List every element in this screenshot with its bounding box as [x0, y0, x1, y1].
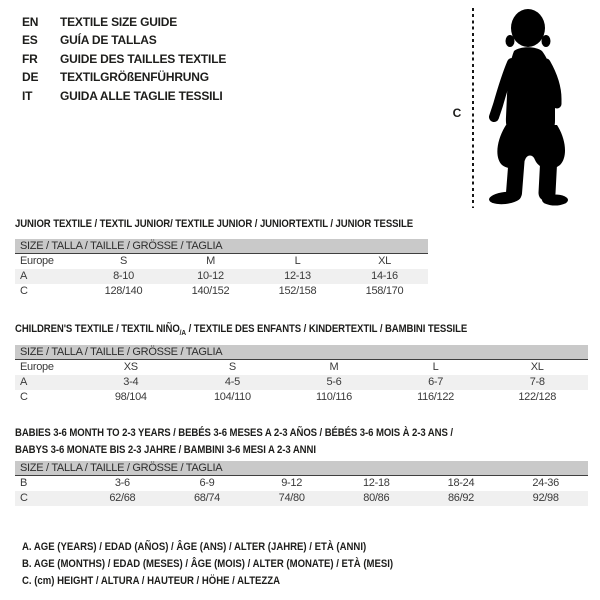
- table-title-junior: [15, 216, 413, 233]
- size-cell: 24-36: [532, 477, 559, 489]
- row-label: C: [20, 492, 28, 504]
- toddler-silhouette-icon: [484, 5, 594, 207]
- language-title: TEXTILGRÖßENFÜHRUNG: [60, 70, 209, 85]
- language-row: [22, 87, 226, 105]
- size-cell: 74/80: [278, 492, 305, 504]
- table-row: [15, 375, 588, 390]
- size-cell: 68/74: [193, 492, 220, 504]
- table-title-text: BABYS 3-6 MONATE BIS 2-3 JAHRE / BAMBINI 3-6 MESI A 2-3 ANNI: [15, 444, 316, 456]
- table-title-children: [15, 321, 467, 341]
- size-cell: 110/116: [315, 391, 352, 403]
- table-row: [15, 284, 428, 299]
- table-title-text: /A: [179, 328, 187, 338]
- size-cell: 6-7: [428, 376, 444, 388]
- footnote-line: A. AGE (YEARS) / EDAD (AÑOS) / ÂGE (ANS) / ALTER (JAHRE) / ETÀ (ANNI): [22, 541, 367, 553]
- language-row: [22, 13, 226, 31]
- row-label: A: [20, 270, 28, 282]
- size-cell: S: [228, 361, 236, 373]
- language-title: GUÍA DE TALLAS: [60, 33, 157, 48]
- footnotes: [22, 539, 393, 589]
- height-measure-label: C: [452, 106, 462, 120]
- language-title: GUIDE DES TAILLES TEXTILE: [60, 51, 227, 66]
- language-list: [22, 13, 226, 105]
- row-label: B: [20, 477, 28, 489]
- table-section-babies: [15, 461, 588, 506]
- size-header: SIZE / TALLA / TAILLE / GRÖSSE / TAGLIA: [15, 345, 588, 360]
- size-table: [15, 360, 588, 405]
- size-cell: 4-5: [224, 376, 240, 388]
- language-title: GUIDA ALLE TAGLIE TESSILI: [60, 88, 223, 103]
- language-row: [22, 68, 226, 86]
- size-cell: 12-18: [362, 477, 390, 489]
- size-cell: 18-24: [447, 477, 475, 489]
- size-cell: M: [206, 255, 215, 267]
- table-title-text: BABIES 3-6 MONTH TO 2-3 YEARS / BEBÉS 3-6 MESES A 2-3 AÑOS / BÉBÉS 3-6 MOIS À 2-3 ANS /: [15, 427, 453, 439]
- size-cell: 14-16: [371, 270, 398, 282]
- size-cell: S: [119, 255, 128, 267]
- language-code: EN: [22, 15, 39, 29]
- size-cell: L: [294, 255, 301, 267]
- table-title-babies: [15, 425, 453, 459]
- table-row: [15, 476, 588, 491]
- size-cell: XL: [530, 361, 544, 373]
- language-row: [22, 50, 226, 68]
- size-cell: 5-6: [326, 376, 342, 388]
- size-cell: 104/110: [213, 391, 251, 403]
- size-header: SIZE / TALLA / TAILLE / GRÖSSE / TAGLIA: [15, 239, 428, 254]
- size-cell: L: [432, 361, 439, 373]
- footnote-line: C. (cm) HEIGHT / ALTURA / HAUTEUR / HÖHE / ALTEZZA: [22, 574, 281, 587]
- table-row: [15, 269, 428, 284]
- size-cell: M: [329, 361, 339, 373]
- language-code: DE: [22, 70, 39, 85]
- row-label: A: [20, 376, 28, 388]
- size-cell: 140/152: [191, 285, 230, 297]
- language-title: TEXTILE SIZE GUIDE: [60, 15, 178, 29]
- row-label: Europe: [20, 255, 54, 267]
- language-code: FR: [22, 51, 38, 66]
- size-cell: XL: [378, 255, 391, 267]
- table-row: [15, 491, 588, 506]
- language-row: [22, 31, 226, 49]
- table-title-text: JUNIOR TEXTILE / TEXTIL JUNIOR/ TEXTILE JUNIOR / JUNIORTEXTIL / JUNIOR TESSILE: [15, 218, 414, 230]
- language-code: ES: [22, 33, 38, 48]
- row-label: Europe: [20, 361, 54, 373]
- size-cell: 3-6: [114, 477, 130, 489]
- size-cell: 152/158: [278, 285, 317, 297]
- size-header: SIZE / TALLA / TAILLE / GRÖSSE / TAGLIA: [15, 461, 588, 476]
- size-cell: 158/170: [365, 285, 404, 297]
- size-cell: 86/92: [447, 492, 474, 504]
- row-label: C: [20, 285, 28, 297]
- size-cell: 122/128: [518, 391, 557, 403]
- size-cell: 62/68: [109, 492, 136, 504]
- size-table: [15, 476, 588, 506]
- table-title-text: / TEXTILE DES ENFANTS / KINDERTEXTIL / BAMBINI TESSILE: [186, 323, 468, 335]
- size-cell: 12-13: [284, 270, 311, 282]
- table-row: [15, 360, 588, 375]
- table-title-text: CHILDREN'S TEXTILE / TEXTIL NIÑO: [15, 323, 180, 335]
- size-cell: 116/122: [417, 391, 454, 403]
- height-measure-line: [472, 8, 474, 208]
- size-cell: 9-12: [281, 477, 303, 489]
- size-cell: 10-12: [197, 270, 224, 282]
- size-cell: 80/86: [363, 492, 390, 504]
- table-section-junior: [15, 239, 428, 299]
- row-label: C: [20, 391, 28, 403]
- size-table: [15, 254, 428, 299]
- size-cell: 98/104: [114, 391, 147, 403]
- language-code: IT: [22, 88, 33, 103]
- table-row: [15, 390, 588, 405]
- footnote-line: B. AGE (MONTHS) / EDAD (MESES) / ÂGE (MOIS) / ALTER (MONATE) / ETÀ (MESI): [22, 557, 394, 570]
- size-cell: 92/98: [532, 492, 559, 504]
- size-cell: 7-8: [529, 376, 545, 388]
- table-row: [15, 254, 428, 269]
- size-cell: 128/140: [104, 285, 143, 297]
- size-cell: 3-4: [123, 376, 139, 388]
- size-cell: 8-10: [113, 270, 134, 282]
- size-cell: 6-9: [199, 477, 215, 489]
- table-section-children: [15, 345, 588, 405]
- size-cell: XS: [123, 361, 138, 373]
